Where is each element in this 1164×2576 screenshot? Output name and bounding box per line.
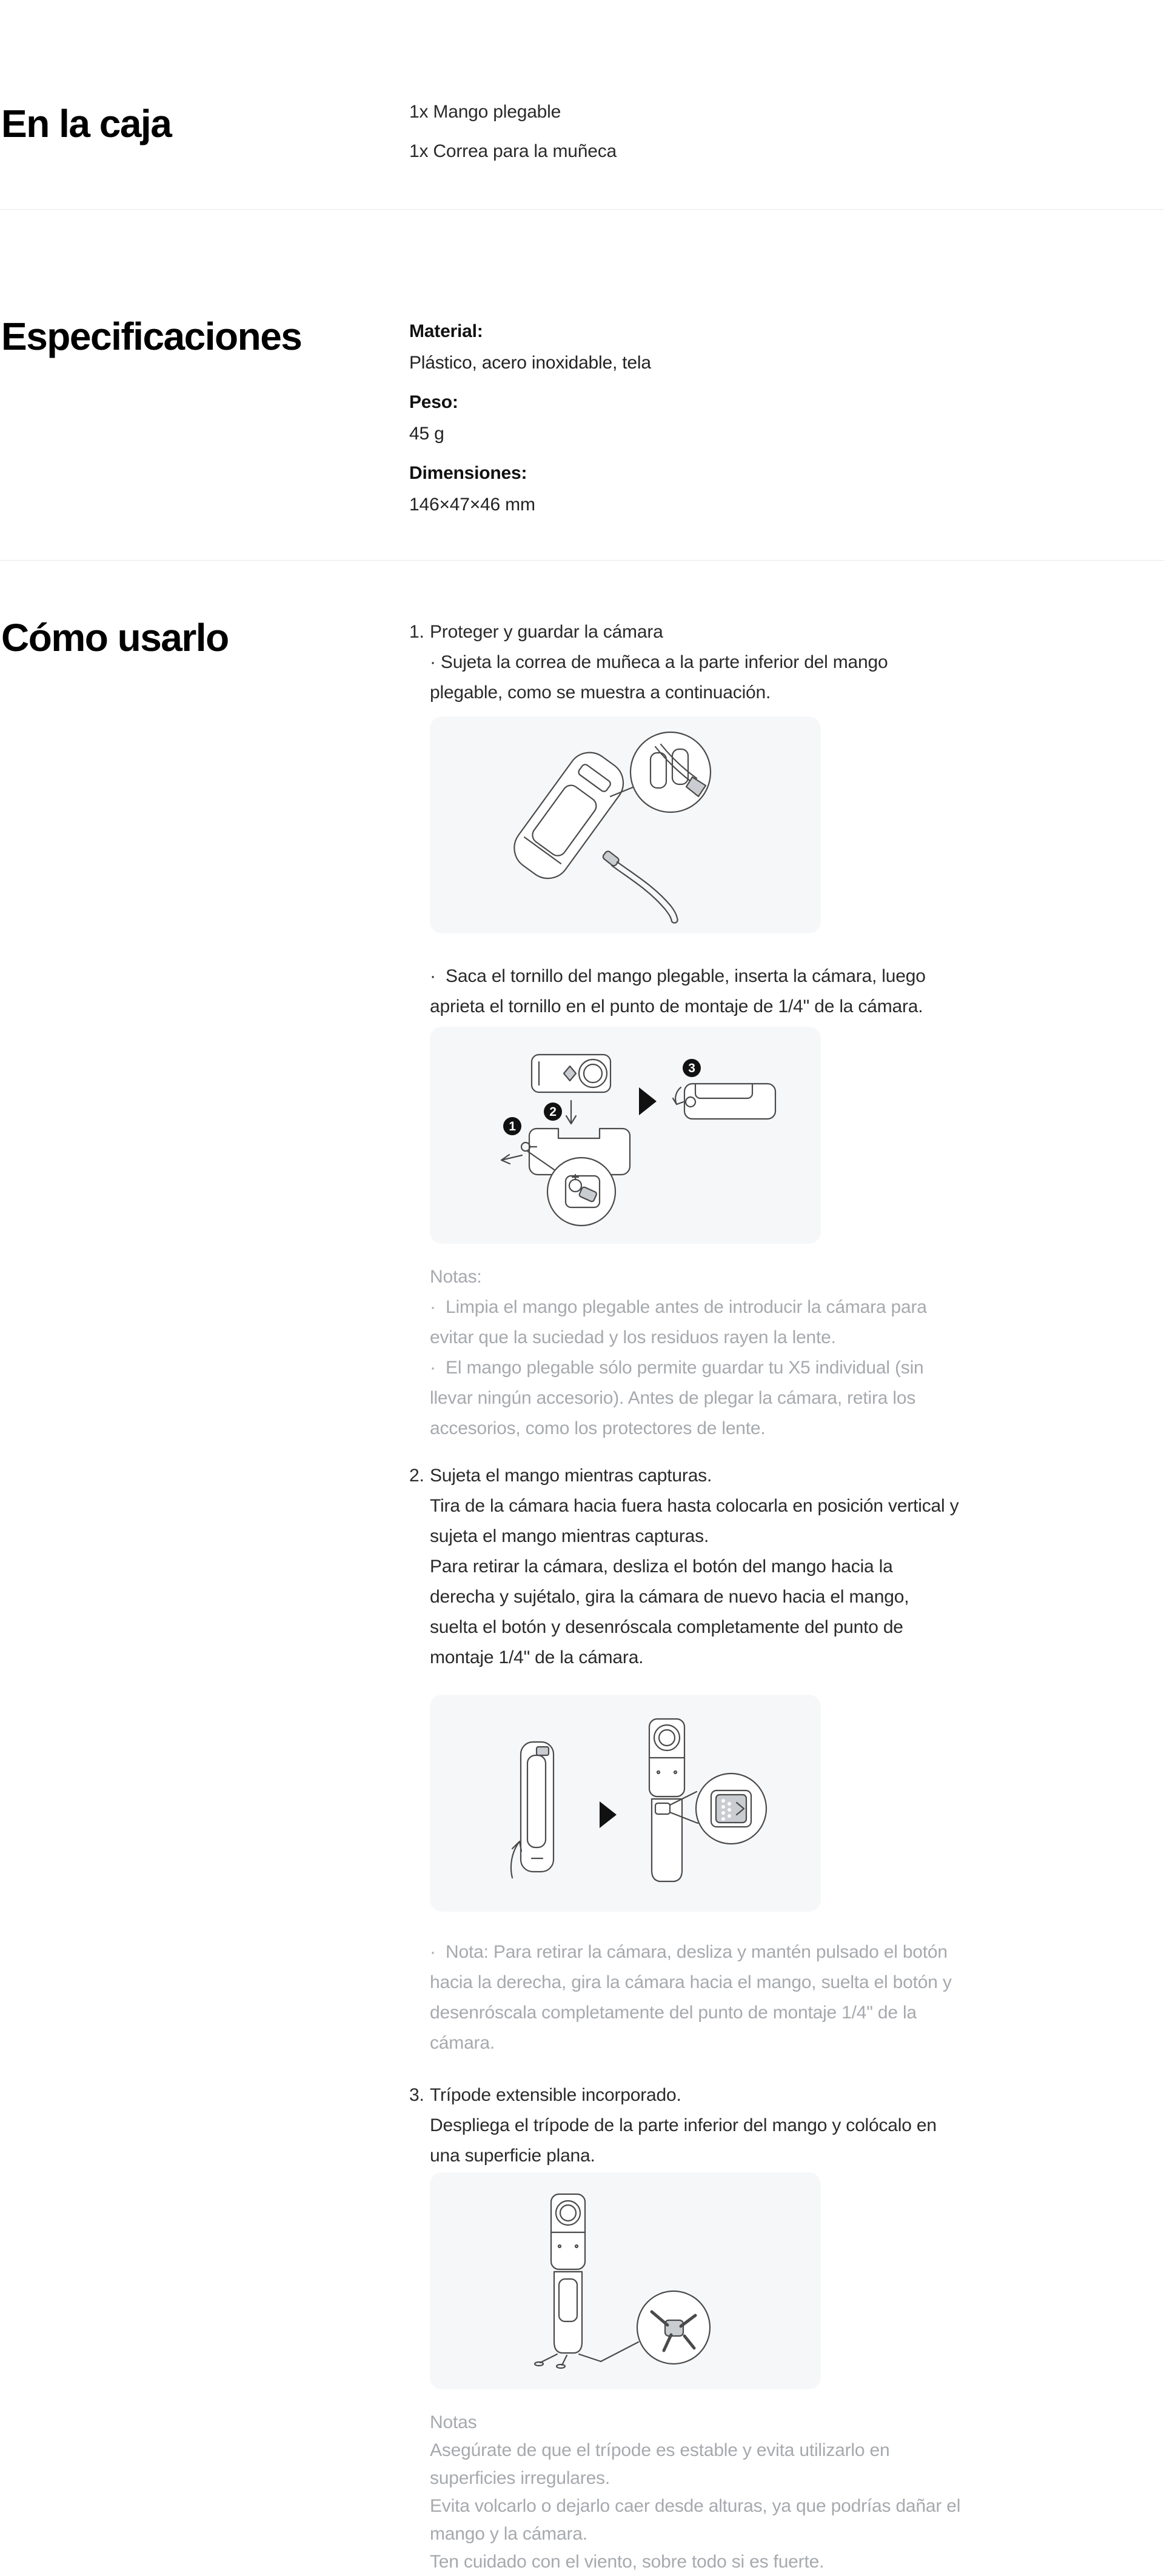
spec-value: Plástico, acero inoxidable, tela: [409, 353, 651, 373]
figure-wrist-strap: [430, 716, 821, 933]
figure-badge-3: 3: [688, 1061, 695, 1075]
figure-unfold-and-hold: [430, 1695, 821, 1912]
step-paragraph: Para retirar la cámara, desliza el botón del mango hacia la derecha y sujétalo, gira la cámara de nuevo hacia el mango, suelta el botón y desenróscala completamente del punto de montaje 1/4" de la cámara.: [430, 1557, 909, 1667]
usage-step-1: [409, 617, 961, 1444]
note-item: Ten cuidado con el viento, sobre todo si es fuerte.: [430, 2552, 824, 2572]
in-box-title: En la caja: [1, 102, 172, 145]
section-specifications: [0, 209, 1164, 560]
step-body: [430, 2080, 961, 2576]
specs-content-column: [409, 316, 961, 529]
specs-title: Especificaciones: [1, 315, 302, 358]
step-paragraph: Despliega el trípode de la parte inferior del mango y colócalo en una superficie plana.: [430, 2115, 937, 2166]
notes-title: Notas:: [430, 1267, 482, 1287]
usage-step-2: [409, 1461, 961, 2058]
figure-badge-1: 1: [509, 1119, 516, 1133]
step-number: 3.: [409, 2085, 424, 2105]
note-item: Evita volcarlo o dejarlo caer desde alturas, ya que podrías dañar el mango y la cámara.: [430, 2496, 961, 2544]
notes-title: Notas: [430, 2412, 477, 2432]
spec-value: 45 g: [409, 424, 444, 444]
spec-group-dimensions: [409, 458, 961, 521]
section-in-the-box: [0, 0, 1164, 209]
step-bullet: · Saca el tornillo del mango plegable, inserta la cámara, luego aprieta el tornillo en el punto de montaje de 1/4" de la cámara.: [430, 966, 931, 1016]
step-body: [430, 617, 961, 1444]
note-item: · Limpia el mango plegable antes de introducir la cámara para evitar que la suciedad y los residuos rayen la lente.: [430, 1297, 932, 1347]
step-bullet: · Sujeta la correa de muñeca a la parte inferior del mango plegable, como se muestra a continuación.: [430, 652, 893, 702]
in-box-item: 1x Correa para la muñeca: [409, 141, 617, 161]
step-paragraph: Tira de la cámara hacia fuera hasta colocarla en posición vertical y sujeta el mango mientras capturas.: [430, 1496, 959, 1546]
in-box-item: 1x Mango plegable: [409, 102, 561, 122]
in-box-content-column: [409, 97, 961, 176]
spec-label: Peso:: [409, 392, 458, 412]
step-number: 1.: [409, 622, 424, 642]
usage-title: Cómo usarlo: [1, 616, 229, 659]
grip-with-wrist-strap-illustration: [430, 716, 821, 933]
spec-group-material: [409, 316, 961, 379]
spec-label: Material:: [409, 321, 483, 341]
note-item: Asegúrate de que el trípode es estable y evita utilizarlo en superficies irregulares.: [430, 2440, 890, 2488]
section-how-to-use: [0, 560, 1164, 2576]
unfold-camera-and-hold-illustration: [430, 1695, 821, 1912]
usage-content-column: [409, 617, 961, 2576]
figure-built-in-tripod: [430, 2172, 821, 2389]
step-number: 2.: [409, 1466, 424, 1486]
step3-notes: [430, 2409, 961, 2576]
figure-camera-insertion: [430, 1027, 821, 1244]
step-title: Trípode extensible incorporado.: [430, 2085, 681, 2105]
step-title: Sujeta el mango mientras capturas.: [430, 1466, 712, 1486]
step1-notes: [430, 1262, 961, 1444]
spec-group-weight: [409, 387, 961, 450]
usage-heading-column: [0, 617, 409, 2576]
step-title: Proteger y guardar la cámara: [430, 622, 663, 642]
usage-step-3: [409, 2080, 961, 2576]
figure-badge-2: 2: [549, 1105, 557, 1119]
specs-heading-column: [0, 316, 409, 529]
camera-insertion-steps-illustration: [430, 1027, 821, 1244]
in-box-heading-column: [0, 97, 409, 176]
built-in-tripod-illustration: [430, 2172, 821, 2389]
note-item: · El mango plegable sólo permite guardar tu X5 individual (sin llevar ningún accesorio). Antes de plegar la cámara, retira los accesorios, como los protectores de lente.: [430, 1358, 929, 1438]
step2-note: · Nota: Para retirar la cámara, desliza y mantén pulsado el botón hacia la derecha, gira la cámara hacia el mango, suelta el botón y desenróscala completamente del punto de montaje 1/4" de la cámara.: [430, 1942, 957, 2053]
step-body: [430, 1461, 961, 2058]
spec-value: 146×47×46 mm: [409, 495, 535, 515]
spec-label: Dimensiones:: [409, 463, 527, 483]
